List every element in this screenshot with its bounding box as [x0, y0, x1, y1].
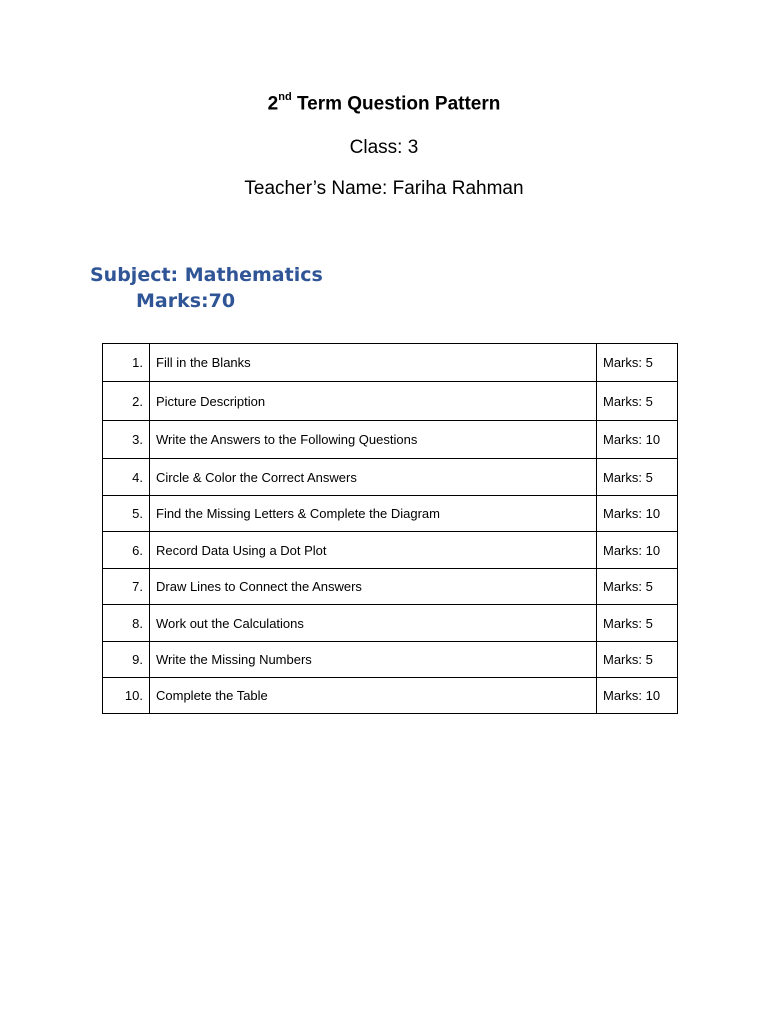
table-row [103, 459, 678, 496]
table-row [103, 496, 678, 532]
question-marks: Marks: 5 [597, 382, 678, 421]
subject-heading [90, 262, 323, 314]
question-pattern-table [102, 343, 678, 714]
title-text: Term Question Pattern [291, 93, 501, 115]
table-row [103, 421, 678, 459]
question-number: 10. [103, 678, 150, 714]
table-row [103, 382, 678, 421]
question-number: 5. [103, 496, 150, 532]
table-row [103, 344, 678, 382]
question-description: Draw Lines to Connect the Answers [150, 569, 597, 605]
question-number: 7. [103, 569, 150, 605]
subject-name: Subject: Mathematics [90, 264, 323, 286]
question-marks: Marks: 5 [597, 459, 678, 496]
title-ordinal: 2 [267, 93, 279, 115]
question-marks: Marks: 5 [597, 344, 678, 382]
teacher-name-line: Teacher’s Name: Fariha Rahman [244, 178, 524, 199]
question-marks: Marks: 10 [597, 532, 678, 569]
title-ordinal-suffix: nd [278, 91, 292, 103]
question-number: 4. [103, 459, 150, 496]
question-marks: Marks: 10 [597, 678, 678, 714]
question-number: 8. [103, 605, 150, 642]
question-number: 3. [103, 421, 150, 459]
question-description: Work out the Calculations [150, 605, 597, 642]
table-row [103, 569, 678, 605]
question-description: Write the Missing Numbers [150, 642, 597, 678]
question-description: Picture Description [150, 382, 597, 421]
question-marks: Marks: 5 [597, 605, 678, 642]
question-description: Write the Answers to the Following Questions [150, 421, 597, 459]
class-line: Class: 3 [349, 137, 419, 158]
table-row [103, 532, 678, 569]
question-marks: Marks: 10 [597, 421, 678, 459]
question-description: Fill in the Blanks [150, 344, 597, 382]
table-row [103, 642, 678, 678]
table-row [103, 678, 678, 714]
question-description: Circle & Color the Correct Answers [150, 459, 597, 496]
question-number: 9. [103, 642, 150, 678]
question-description: Record Data Using a Dot Plot [150, 532, 597, 569]
question-number: 1. [103, 344, 150, 382]
question-description: Find the Missing Letters & Complete the Diagram [150, 496, 597, 532]
question-number: 2. [103, 382, 150, 421]
question-marks: Marks: 5 [597, 569, 678, 605]
subject-total-marks: Marks:70 [136, 290, 236, 312]
question-marks: Marks: 10 [597, 496, 678, 532]
document-title [0, 93, 768, 115]
question-marks: Marks: 5 [597, 642, 678, 678]
question-description: Complete the Table [150, 678, 597, 714]
table-row [103, 605, 678, 642]
question-number: 6. [103, 532, 150, 569]
